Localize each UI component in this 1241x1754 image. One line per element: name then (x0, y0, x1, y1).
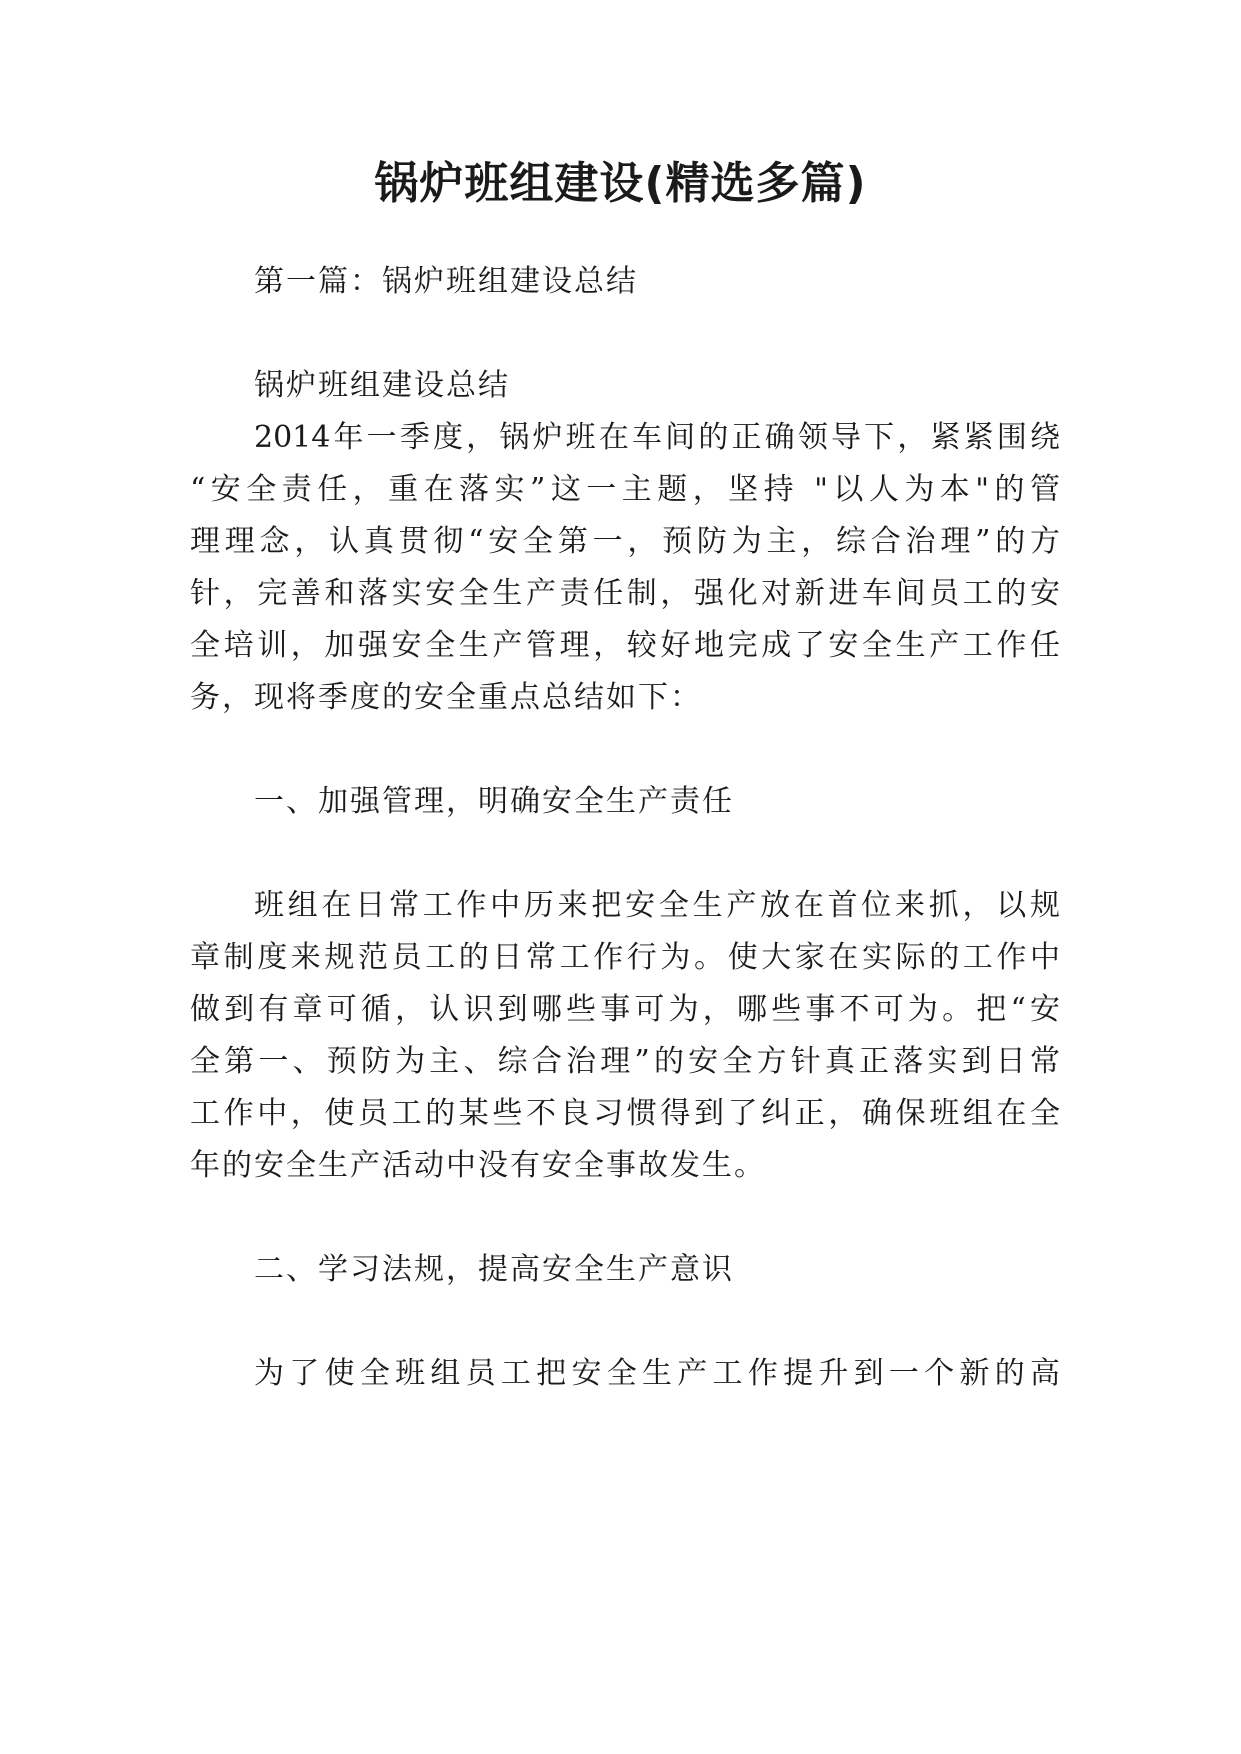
paragraph-line: 务，现将季度的安全重点总结如下： (190, 680, 702, 715)
paragraph-line: 班组在日常工作中历来把安全生产放在首位来抓，以规 (254, 888, 1060, 923)
document-title: 锅炉班组建设(精选多篇) (374, 158, 867, 209)
section-heading: 二、学习法规，提高安全生产意识 (254, 1252, 734, 1287)
section-heading: 一、加强管理，明确安全生产责任 (254, 784, 734, 819)
paragraph-line: 工作中，使员工的某些不良习惯得到了纠正，确保班组在全 (190, 1096, 1060, 1131)
paragraph-line: 做到有章可循，认识到哪些事可为，哪些事不可为。把“安 (190, 992, 1060, 1027)
paragraph-line: “安全责任，重在落实”这一主题，坚持 "以人为本"的管 (190, 472, 1060, 507)
paragraph-line: 针，完善和落实安全生产责任制，强化对新进车间员工的安 (190, 576, 1060, 611)
paragraph-line: 章制度来规范员工的日常工作行为。使大家在实际的工作中 (190, 940, 1060, 975)
paragraph-line: 理理念，认真贯彻“安全第一，预防为主，综合治理”的方 (190, 524, 1060, 559)
paragraph-line: 年的安全生产活动中没有安全事故发生。 (190, 1148, 766, 1183)
paragraph-line: 为了使全班组员工把安全生产工作提升到一个新的高 (254, 1356, 1060, 1391)
paragraph-line: 全培训，加强安全生产管理，较好地完成了安全生产工作任 (190, 628, 1060, 663)
subheading: 锅炉班组建设总结 (254, 368, 510, 403)
paragraph-line: 全第一、预防为主、综合治理”的安全方针真正落实到日常 (190, 1044, 1060, 1079)
section-heading: 第一篇：锅炉班组建设总结 (254, 264, 638, 299)
paragraph-line: 2014年一季度，锅炉班在车间的正确领导下，紧紧围绕 (254, 420, 1060, 455)
